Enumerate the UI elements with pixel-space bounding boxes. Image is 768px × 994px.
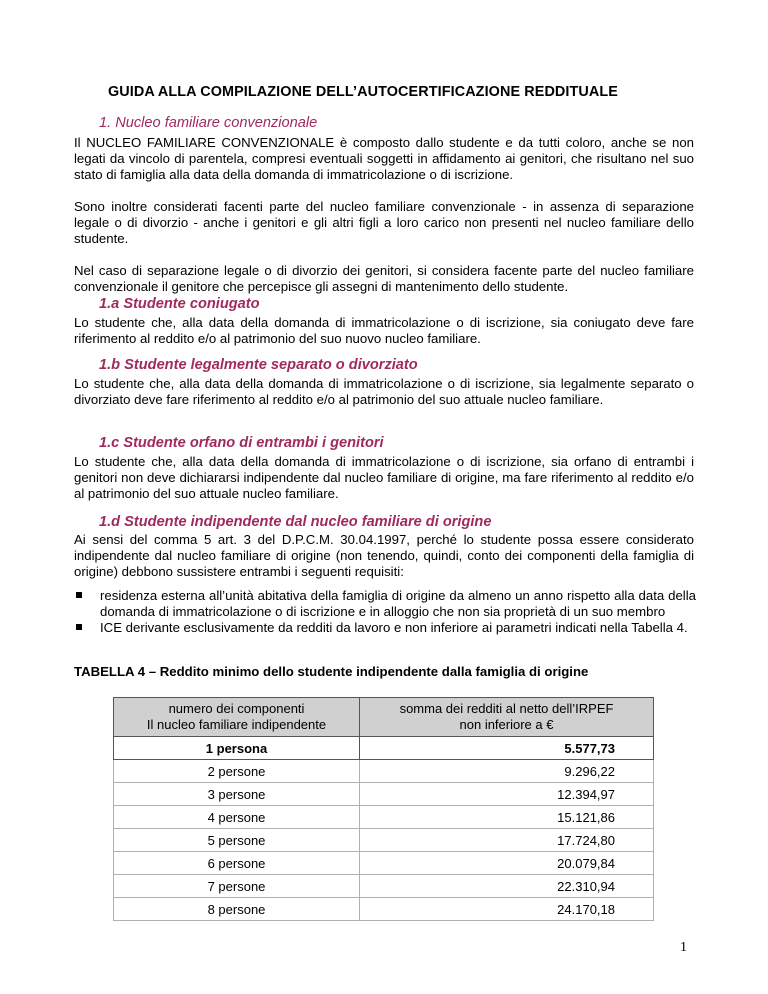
table-row: [114, 806, 654, 829]
cell-importo: 15.121,86: [360, 806, 654, 829]
cell-persone: 1 persona: [114, 737, 360, 760]
cell-persone: 3 persone: [114, 783, 360, 806]
cell-importo: 5.577,73: [360, 737, 654, 760]
cell-persone: 4 persone: [114, 806, 360, 829]
table-row: [114, 783, 654, 806]
table-row: [114, 852, 654, 875]
section-1b-heading: 1.b Studente legalmente separato o divorziato: [99, 357, 418, 373]
table-row: [114, 737, 654, 760]
section-1b-paragraph: Lo studente che, alla data della domanda di immatricolazione o di iscrizione, sia legalmente separato o divorziato deve fare riferimento al reddito e/o al patrimonio del suo attuale nucleo familiare.: [74, 376, 694, 407]
requirements-list: [74, 588, 696, 636]
header-income: somma dei redditi al netto dell’IRPEF non inferiore a €: [360, 698, 654, 737]
section-1-paragraph-3: Nel caso di separazione legale o di divorzio dei genitori, si considera facente parte del nucleo familiare convenzionale il genitore che percepisce gli assegni di mantenimento dello studente.: [74, 263, 694, 294]
cell-importo: 9.296,22: [360, 760, 654, 783]
page-number: 1: [680, 940, 687, 955]
section-1c-paragraph: Lo studente che, alla data della domanda di immatricolazione o di iscrizione, sia orfano di entrambi i genitori non deve dichiararsi indipendente dal nucleo familiare di origine, ma fare riferimento al reddito e/o al patrimonio del suo attuale nucleo familiare.: [74, 454, 694, 501]
cell-importo: 12.394,97: [360, 783, 654, 806]
section-1-heading: 1. Nucleo familiare convenzionale: [99, 115, 318, 131]
table-row: [114, 760, 654, 783]
income-table: [113, 697, 654, 921]
header-components: numero dei componenti Il nucleo familiare indipendente: [114, 698, 360, 737]
section-1c-heading: 1.c Studente orfano di entrambi i genitori: [99, 435, 384, 451]
table-header-row: [114, 698, 654, 737]
cell-persone: 7 persone: [114, 875, 360, 898]
cell-persone: 2 persone: [114, 760, 360, 783]
document-title: GUIDA ALLA COMPILAZIONE DELL’AUTOCERTIFICAZIONE REDDITUALE: [108, 84, 618, 100]
cell-importo: 17.724,80: [360, 829, 654, 852]
section-1d-paragraph: Ai sensi del comma 5 art. 3 del D.P.C.M. 30.04.1997, perché lo studente possa essere considerato indipendente dal nucleo familiare di origine (non tenendo, quindi, conto dei componenti della famiglia di origine) debbono sussistere entrambi i seguenti requisiti:: [74, 532, 694, 579]
list-item: ICE derivante esclusivamente da redditi da lavoro e non inferiore ai parametri indicati nella Tabella 4.: [74, 620, 696, 636]
section-1-paragraph-1: Il NUCLEO FAMILIARE CONVENZIONALE è composto dallo studente e da tutti coloro, anche se non legati da vincolo di parentela, compresi eventuali soggetti in affidamento ai genitori, che risultano nel suo stato di famiglia alla data della domanda di immatricolazione o di iscrizione.: [74, 135, 694, 182]
bullet-square-icon: [76, 592, 82, 598]
cell-persone: 5 persone: [114, 829, 360, 852]
table-title: TABELLA 4 – Reddito minimo dello studente indipendente dalla famiglia di origine: [74, 664, 589, 679]
cell-importo: 24.170,18: [360, 898, 654, 921]
bullet-square-icon: [76, 624, 82, 630]
section-1a-heading: 1.a Studente coniugato: [99, 296, 260, 312]
table-row: [114, 875, 654, 898]
cell-importo: 20.079,84: [360, 852, 654, 875]
table-row: [114, 898, 654, 921]
section-1d-heading: 1.d Studente indipendente dal nucleo familiare di origine: [99, 514, 492, 530]
section-1-paragraph-2: Sono inoltre considerati facenti parte del nucleo familiare convenzionale - in assenza di separazione legale o di divorzio - anche i genitori e gli altri figli a loro carico non presenti nel nucleo familiare dello studente.: [74, 199, 694, 246]
section-1a-paragraph: Lo studente che, alla data della domanda di immatricolazione o di iscrizione, sia coniugato deve fare riferimento al reddito e/o al patrimonio del suo nuovo nucleo familiare.: [74, 315, 694, 346]
list-item: residenza esterna all’unità abitativa della famiglia di origine da almeno un anno rispetto alla data della domanda di immatricolazione o di iscrizione e in alloggio che non sia proprietà di un suo membro: [74, 588, 696, 620]
cell-persone: 8 persone: [114, 898, 360, 921]
table-row: [114, 829, 654, 852]
cell-importo: 22.310,94: [360, 875, 654, 898]
cell-persone: 6 persone: [114, 852, 360, 875]
